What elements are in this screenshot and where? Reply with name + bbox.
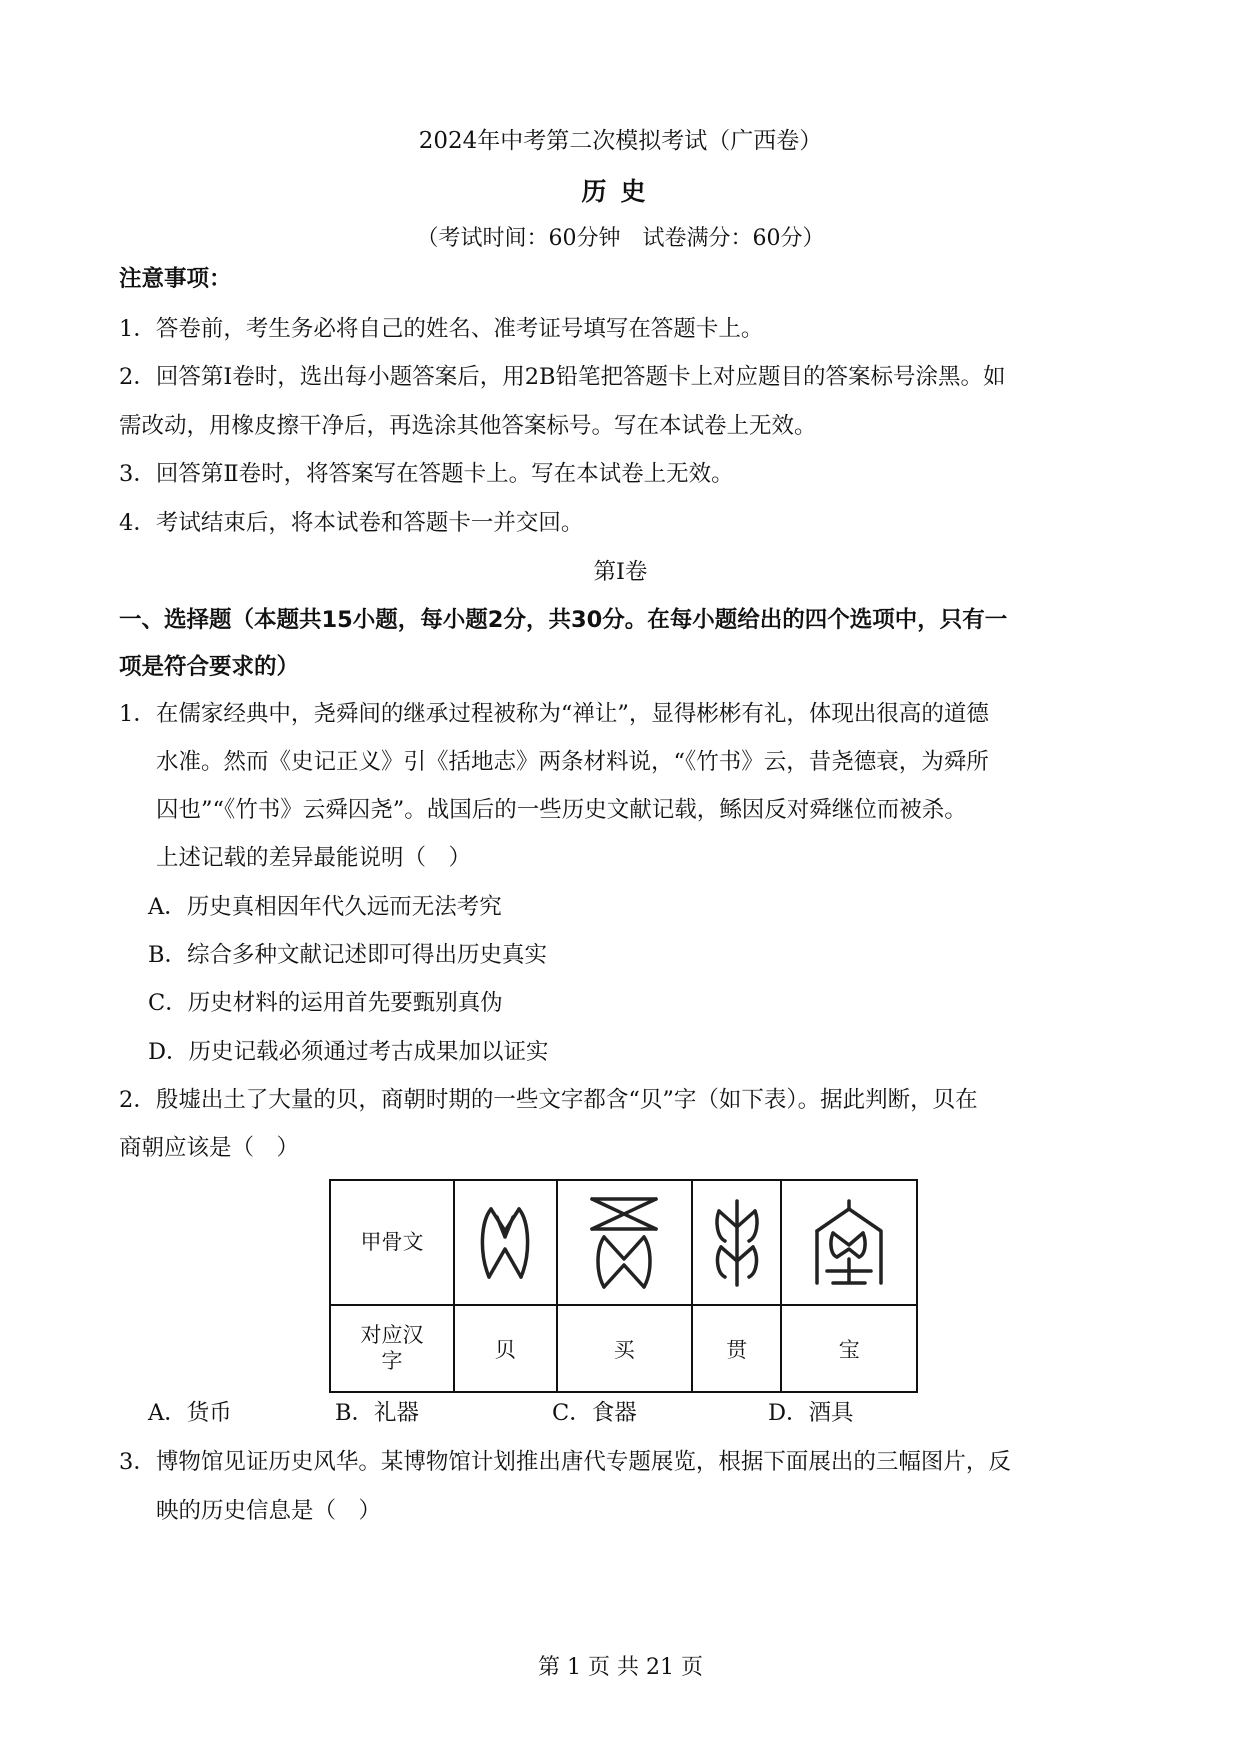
oracle-glyph-bei-image (454, 1180, 557, 1305)
table-char-cell: 贯 (692, 1305, 781, 1392)
table-header-chinese-line: 对应汉 (360, 1323, 424, 1348)
q2-option-a: A．货币 (148, 1400, 232, 1426)
table-char-cell: 宝 (781, 1305, 917, 1392)
q2-stem: 2．殷墟出土了大量的贝，商朝时期的一些文字都含“贝”字（如下表）。据此判断，贝在 (119, 1087, 978, 1113)
section-heading: 一、选择题（本题共15小题，每小题2分，共30分。在每小题给出的四个选项中，只有一 (119, 607, 1008, 633)
table-char-cell: 贝 (454, 1305, 557, 1392)
note-line: 1．答卷前，考生务必将自己的姓名、准考证号填写在答题卡上。 (119, 316, 764, 342)
note-line: 需改动，用橡皮擦干净后，再选涂其他答案标号。写在本试卷上无效。 (119, 413, 817, 439)
q1-stem: 水准。然而《史记正义》引《括地志》两条材料说，“《竹书》云，昔尧德衰，为舜所 (156, 749, 989, 775)
subject-title: 历史 (581, 177, 660, 206)
q1-stem: 囚也”“《竹书》云舜囚尧”。战国后的一些历史文献记载，鲧因反对舜继位而被杀。 (156, 797, 967, 823)
table-header-oracle: 甲骨文 (330, 1180, 454, 1305)
q2-option-c: C．食器 (552, 1400, 637, 1426)
q3-stem: 3．博物馆见证历史风华。某博物馆计划推出唐代专题展览，根据下面展出的三幅图片，反 (119, 1449, 1011, 1475)
q1-option-d: D．历史记载必须通过考古成果加以证实 (148, 1039, 549, 1065)
q1-stem: 上述记载的差异最能说明（ ） (156, 845, 472, 871)
notes-heading: 注意事项： (119, 266, 232, 292)
oracle-glyph-guan-image (692, 1180, 781, 1305)
q2-option-d: D．酒具 (768, 1400, 854, 1426)
page-number: 第 1 页 共 21 页 (538, 1655, 703, 1680)
section-heading: 项是符合要求的） (119, 654, 300, 680)
exam-info: （考试时间：60分钟 试卷满分：60分） (416, 226, 825, 251)
table-char-cell: 买 (557, 1305, 693, 1392)
q1-option-c: C．历史材料的运用首先要甄别真伪 (148, 990, 503, 1016)
oracle-bone-table (329, 1179, 918, 1393)
q2-stem: 商朝应该是（ ） (119, 1135, 300, 1161)
note-line: 4．考试结束后，将本试卷和答题卡一并交回。 (119, 510, 584, 536)
table-header-chinese (330, 1305, 454, 1392)
exam-title: 2024年中考第二次模拟考试（广西卷） (418, 128, 823, 154)
q1-option-b: B．综合多种文献记述即可得出历史真实 (148, 942, 548, 968)
q1-stem: 1．在儒家经典中，尧舜间的继承过程被称为“禅让”，显得彬彬有礼，体现出很高的道德 (119, 701, 989, 727)
q1-option-a: A．历史真相因年代久远而无法考究 (148, 894, 502, 920)
oracle-glyph-bao-image (781, 1180, 917, 1305)
oracle-glyph-mai-image (557, 1180, 693, 1305)
q3-stem: 映的历史信息是（ ） (156, 1498, 382, 1524)
volume-title: 第Ⅰ卷 (593, 559, 648, 585)
q2-option-b: B．礼器 (335, 1400, 420, 1426)
note-line: 2．回答第Ⅰ卷时，选出每小题答案后，用2B铅笔把答题卡上对应题目的答案标号涂黑。如 (119, 364, 1006, 390)
note-line: 3．回答第Ⅱ卷时，将答案写在答题卡上。写在本试卷上无效。 (119, 461, 734, 487)
table-header-chinese-line: 字 (381, 1348, 403, 1373)
